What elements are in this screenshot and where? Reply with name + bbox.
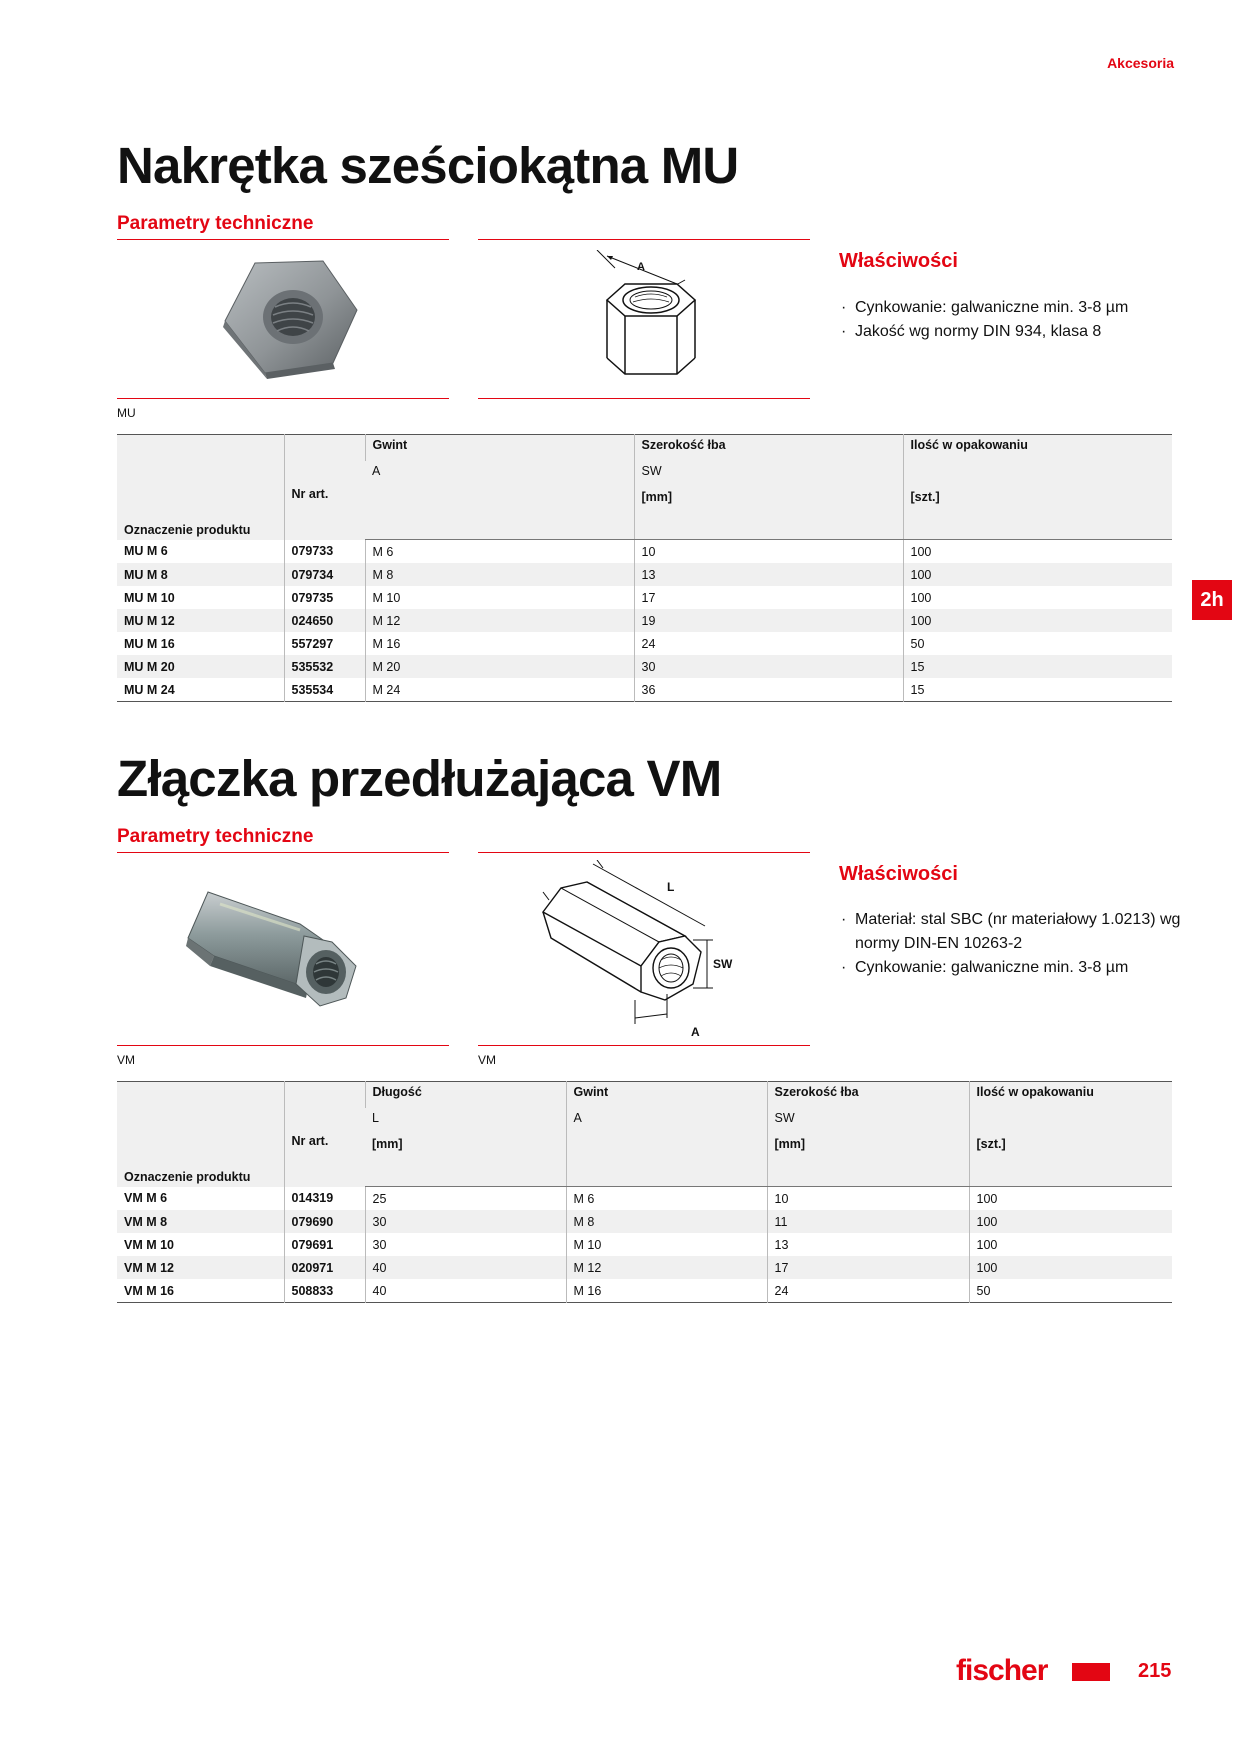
chapter-tab[interactable]: 2h [1192,580,1232,620]
cell-value: 30 [365,1233,566,1256]
cell-designation: MU M 16 [124,636,175,651]
product-title-mu: Nakrętka sześciokątna MU [117,137,739,194]
cell-designation: VM M 10 [124,1237,175,1252]
col-header-width: Szerokość łba [634,435,903,462]
cell-value: 100 [969,1233,1172,1256]
technical-params-heading-mu: Parametry techniczne [117,213,314,234]
cell-value: M 8 [566,1210,767,1233]
divider [478,398,810,399]
technical-params-heading-vm: Parametry techniczne [117,826,314,847]
table-row [117,1233,1172,1256]
cell-value: M 6 [566,1187,767,1211]
table-row [117,1256,1172,1279]
cell-designation: VM M 16 [124,1283,175,1298]
cell-value: 10 [634,540,903,564]
cell-designation: MU M 24 [124,682,175,697]
property-item: · Cynkowanie: galwaniczne min. 3-8 µm [839,296,1199,320]
cell-art: 557297 [284,632,365,655]
table-row [117,586,1172,609]
photo-caption-vm: VM [117,1053,135,1067]
col-symbol: SW [767,1108,969,1134]
cell-value: 25 [365,1187,566,1211]
col-symbol: L [365,1108,566,1134]
cell-value: 100 [903,540,1172,564]
cell-art: 020971 [284,1256,365,1279]
cell-art: 535534 [284,678,365,702]
divider [117,1045,449,1046]
fischer-logo-icon [1072,1663,1110,1681]
cell-value: M 16 [365,632,634,655]
col-unit [365,487,634,513]
photo-caption-mu: MU [117,406,136,420]
cell-designation: MU M 12 [117,609,284,632]
cell-designation: MU M 6 [124,544,168,559]
property-item: · Jakość wg normy DIN 934, klasa 8 [839,320,1199,344]
cell-value: 15 [903,678,1172,702]
cell-value: 24 [767,1279,969,1303]
col-symbol [969,1108,1172,1134]
cell-value: 19 [634,609,903,632]
cell-value: 100 [969,1187,1172,1211]
divider [117,239,449,240]
col-header-art: Nr art. [284,1082,365,1187]
cell-value: 17 [634,586,903,609]
col-header-thread: Gwint [566,1082,767,1109]
cell-value: M 20 [365,655,634,678]
cell-value: 100 [969,1256,1172,1279]
col-unit: [mm] [365,1134,566,1160]
table-row [117,632,1172,655]
cell-art: 079735 [284,586,365,609]
cell-art: 535532 [284,655,365,678]
col-header-art: Nr art. [284,435,365,540]
properties-heading-vm: Właściwości [839,863,958,885]
cell-value: 40 [365,1256,566,1279]
cell-value: 11 [767,1210,969,1233]
cell-value: 17 [767,1256,969,1279]
cell-art: 014319 [284,1187,365,1211]
cell-value: 13 [767,1233,969,1256]
cell-value: M 8 [365,563,634,586]
cell-value: 100 [903,563,1172,586]
col-unit: [szt.] [903,487,1172,513]
property-item: · Materiał: stal SBC (nr materiałowy 1.0213) wg normy DIN-EN 10263-2 [839,908,1199,956]
drawing-label-sw: SW [713,957,733,971]
col-header-width: Szerokość łba [767,1082,969,1109]
cell-art: 079734 [284,563,365,586]
cell-value: 100 [969,1210,1172,1233]
properties-list-vm [839,908,1199,980]
fischer-logo: fischer [956,1654,1048,1687]
col-unit: [szt.] [969,1134,1172,1160]
col-symbol: SW [634,461,903,487]
cell-art: 508833 [284,1279,365,1303]
cell-value: M 12 [365,609,634,632]
table-row [117,609,1172,632]
cell-value: 40 [365,1279,566,1303]
spec-table-mu [117,434,1172,702]
table-row [117,1279,1172,1303]
property-item: · Cynkowanie: galwaniczne min. 3-8 µm [839,956,1199,980]
drawing-label-a: A [637,261,645,273]
divider [478,1045,810,1046]
col-header-designation: Oznaczenie produktu [117,1082,284,1187]
cell-value: 30 [365,1210,566,1233]
cell-value: M 6 [365,540,634,564]
col-header-thread: Gwint [365,435,634,462]
divider [478,239,810,240]
drawing-label-a: A [691,1025,700,1039]
cell-designation: VM M 12 [117,1256,284,1279]
cell-value: 100 [903,586,1172,609]
cell-value: M 10 [365,586,634,609]
cell-designation: MU M 20 [117,655,284,678]
cell-designation: VM M 8 [117,1210,284,1233]
drawing-label-l: L [667,880,675,894]
cell-value: 15 [903,655,1172,678]
col-unit [566,1134,767,1160]
cell-value: 30 [634,655,903,678]
cell-designation: MU M 10 [124,590,175,605]
cell-value: 36 [634,678,903,702]
col-header-qty: Ilość w opakowaniu [903,435,1172,462]
cell-designation: MU M 8 [117,563,284,586]
col-symbol: A [365,461,634,487]
cell-value: M 24 [365,678,634,702]
col-unit: [mm] [767,1134,969,1160]
spec-table-vm [117,1081,1172,1303]
divider [478,852,810,853]
cell-art: 079691 [284,1233,365,1256]
properties-heading-mu: Właściwości [839,250,958,272]
hex-nut-drawing [585,250,705,390]
cell-value: M 16 [566,1279,767,1303]
hex-nut-photo [215,255,365,380]
cell-value: M 10 [566,1233,767,1256]
col-header-designation: Oznaczenie produktu [117,435,284,540]
col-header-qty: Ilość w opakowaniu [969,1082,1172,1109]
table-row [117,563,1172,586]
cell-value: 24 [634,632,903,655]
col-symbol: A [566,1108,767,1134]
coupling-nut-drawing [535,860,755,1040]
table-row [117,678,1172,702]
drawing-caption-vm: VM [478,1053,496,1067]
cell-art: 079733 [284,540,365,564]
cell-value: 10 [767,1187,969,1211]
properties-list-mu [839,296,1199,344]
table-row [117,1210,1172,1233]
section-label: Akcesoria [1107,55,1174,71]
cell-value: M 12 [566,1256,767,1279]
cell-value: 100 [903,609,1172,632]
cell-art: 079690 [284,1210,365,1233]
cell-value: 50 [903,632,1172,655]
col-unit: [mm] [634,487,903,513]
cell-value: 13 [634,563,903,586]
divider [117,398,449,399]
table-row [117,540,1172,564]
product-title-vm: Złączka przedłużająca VM [117,750,722,807]
cell-value: 50 [969,1279,1172,1303]
page-number: 215 [1138,1660,1172,1682]
coupling-nut-photo [180,880,380,1030]
cell-art: 024650 [284,609,365,632]
cell-designation: VM M 6 [124,1191,168,1206]
table-row [117,1187,1172,1211]
col-symbol [903,461,1172,487]
divider [117,852,449,853]
table-row [117,655,1172,678]
col-header-length: Długość [365,1082,566,1109]
